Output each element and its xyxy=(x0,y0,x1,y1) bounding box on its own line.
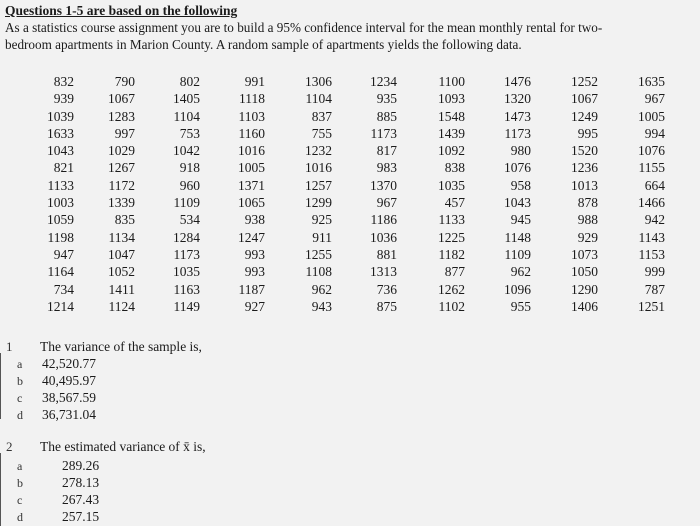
table-cell: 1405 xyxy=(173,91,200,107)
table-row xyxy=(30,125,665,142)
question-2-option-d-value: 257.15 xyxy=(62,509,100,524)
table-cell: 1236 xyxy=(571,160,598,176)
table-cell: 993 xyxy=(244,246,265,262)
question-1-option-a-letter: a xyxy=(17,357,23,371)
table-cell: 955 xyxy=(510,298,531,314)
table-cell: 534 xyxy=(179,212,200,228)
table-cell: 1252 xyxy=(571,74,598,89)
table-cell: 1035 xyxy=(173,264,200,280)
table-cell: 1108 xyxy=(305,264,332,280)
question-2-number: 2 xyxy=(6,439,13,454)
table-cell: 878 xyxy=(577,195,598,211)
table-cell: 1520 xyxy=(571,143,598,159)
question-1-text: The variance of the sample is, xyxy=(40,339,202,354)
table-cell: 1149 xyxy=(173,298,200,314)
table-cell: 1100 xyxy=(438,74,465,89)
table-cell: 1029 xyxy=(108,143,135,159)
table-cell: 1067 xyxy=(108,91,135,107)
table-row xyxy=(30,73,665,90)
table-cell: 991 xyxy=(244,74,265,89)
table-cell: 927 xyxy=(244,298,265,314)
table-cell: 1406 xyxy=(571,298,598,314)
table-row xyxy=(30,159,665,176)
table-cell: 1225 xyxy=(438,229,465,245)
intro-line-1: As a statistics course assignment you are to build a 95% confidence interval for the mean monthly rental for two- xyxy=(5,20,603,35)
table-cell: 821 xyxy=(53,160,74,176)
table-cell: 967 xyxy=(376,195,397,211)
table-cell: 1005 xyxy=(238,160,265,176)
table-cell: 1102 xyxy=(438,298,465,314)
table-row xyxy=(30,142,665,159)
table-cell: 1173 xyxy=(173,246,200,262)
table-cell: 790 xyxy=(114,74,135,89)
table-row xyxy=(30,246,665,263)
problem-header xyxy=(5,2,695,53)
question-1-option-d-letter: d xyxy=(17,408,23,422)
table-cell: 1050 xyxy=(571,264,598,280)
table-cell: 1153 xyxy=(638,246,665,262)
table-cell: 1118 xyxy=(239,91,265,107)
table-row xyxy=(30,281,665,298)
question-1-option-c-value: 38,567.59 xyxy=(42,390,96,405)
table-cell: 835 xyxy=(114,212,135,228)
question-1 xyxy=(0,339,700,422)
table-cell: 988 xyxy=(577,212,598,228)
table-cell: 947 xyxy=(53,246,74,262)
table-cell: 1284 xyxy=(173,229,200,245)
table-cell: 942 xyxy=(644,212,665,228)
table-cell: 1013 xyxy=(571,177,598,193)
table-cell: 1133 xyxy=(47,177,74,193)
table-cell: 1047 xyxy=(108,246,135,262)
table-cell: 1065 xyxy=(238,195,265,211)
table-cell: 1092 xyxy=(438,143,465,159)
table-cell: 945 xyxy=(510,212,531,228)
table-cell: 1016 xyxy=(305,160,332,176)
table-cell: 1182 xyxy=(438,246,465,262)
table-cell: 1173 xyxy=(504,125,531,141)
table-cell: 1548 xyxy=(438,108,465,124)
question-1-option-b-value: 40,495.97 xyxy=(42,373,96,388)
table-cell: 994 xyxy=(644,125,665,141)
table-cell: 1290 xyxy=(571,281,598,297)
table-cell: 837 xyxy=(311,108,332,124)
table-cell: 1076 xyxy=(504,160,531,176)
question-2-option-b-value: 278.13 xyxy=(62,475,100,490)
rental-data-table xyxy=(30,73,665,315)
question-1-margin-line xyxy=(0,353,1,419)
table-row xyxy=(30,211,665,228)
table-cell: 1134 xyxy=(108,229,135,245)
table-cell: 1267 xyxy=(108,160,135,176)
table-cell: 1370 xyxy=(370,177,397,193)
table-cell: 1371 xyxy=(238,177,265,193)
table-cell: 1299 xyxy=(305,195,332,211)
table-cell: 911 xyxy=(312,229,332,245)
table-cell: 1172 xyxy=(108,177,135,193)
table-cell: 1155 xyxy=(638,160,665,176)
question-1-option-d-value: 36,731.04 xyxy=(42,407,96,422)
table-cell: 802 xyxy=(179,74,200,89)
table-cell: 1186 xyxy=(370,212,397,228)
table-cell: 1160 xyxy=(238,125,265,141)
question-1-option-b-letter: b xyxy=(17,374,23,388)
table-cell: 1249 xyxy=(571,108,598,124)
table-cell: 1039 xyxy=(47,108,74,124)
table-cell: 1255 xyxy=(305,246,332,262)
question-2-option-b-letter: b xyxy=(17,476,23,490)
table-cell: 938 xyxy=(244,212,265,228)
table-cell: 999 xyxy=(644,264,665,280)
table-cell: 1214 xyxy=(47,298,74,314)
table-cell: 1103 xyxy=(238,108,265,124)
table-cell: 1473 xyxy=(504,108,531,124)
table-cell: 1306 xyxy=(305,74,332,89)
table-cell: 1313 xyxy=(370,264,397,280)
table-cell: 1339 xyxy=(108,195,135,211)
table-cell: 1173 xyxy=(370,125,397,141)
table-cell: 1247 xyxy=(238,229,265,245)
table-row xyxy=(30,177,665,194)
question-2-option-c-value: 267.43 xyxy=(62,492,100,507)
table-row xyxy=(30,108,665,125)
question-2-margin-line xyxy=(0,453,1,526)
table-cell: 1633 xyxy=(47,125,74,141)
table-cell: 1035 xyxy=(438,177,465,193)
table-cell: 1164 xyxy=(47,264,74,280)
table-cell: 993 xyxy=(244,264,265,280)
table-cell: 967 xyxy=(644,91,665,107)
table-cell: 1109 xyxy=(504,246,531,262)
table-cell: 1124 xyxy=(108,298,135,314)
table-cell: 929 xyxy=(577,229,598,245)
rental-data-body xyxy=(30,73,665,315)
table-cell: 734 xyxy=(53,281,74,297)
table-cell: 1036 xyxy=(370,229,397,245)
table-cell: 958 xyxy=(510,177,531,193)
table-cell: 457 xyxy=(444,195,465,211)
question-2-option-a-value: 289.26 xyxy=(62,458,100,473)
table-cell: 1096 xyxy=(504,281,531,297)
table-cell: 877 xyxy=(444,264,465,280)
table-cell: 1476 xyxy=(504,74,531,89)
table-cell: 997 xyxy=(114,125,135,141)
table-cell: 1052 xyxy=(108,264,135,280)
table-cell: 1148 xyxy=(504,229,531,245)
table-row xyxy=(30,263,665,280)
intro-line-2: bedroom apartments in Marion County. A random sample of apartments yields the following data. xyxy=(5,37,522,52)
table-cell: 1067 xyxy=(571,91,598,107)
table-cell: 832 xyxy=(53,74,74,89)
table-row xyxy=(30,194,665,211)
question-2-text: The estimated variance of x̄ is, xyxy=(40,439,206,454)
table-cell: 1232 xyxy=(305,143,332,159)
table-cell: 1003 xyxy=(47,195,74,211)
table-cell: 1143 xyxy=(638,229,665,245)
table-cell: 1076 xyxy=(638,143,665,159)
table-row xyxy=(30,90,665,107)
table-cell: 1320 xyxy=(504,91,531,107)
table-cell: 1104 xyxy=(173,108,200,124)
table-cell: 1043 xyxy=(504,195,531,211)
table-cell: 1059 xyxy=(47,212,74,228)
table-cell: 925 xyxy=(311,212,332,228)
table-cell: 885 xyxy=(376,108,397,124)
table-cell: 960 xyxy=(179,177,200,193)
table-cell: 935 xyxy=(376,91,397,107)
table-cell: 1635 xyxy=(638,74,665,89)
table-cell: 1262 xyxy=(438,281,465,297)
table-cell: 1163 xyxy=(173,281,200,297)
question-2-option-d-letter: d xyxy=(17,510,23,524)
table-cell: 983 xyxy=(376,160,397,176)
table-cell: 1439 xyxy=(438,125,465,141)
table-cell: 995 xyxy=(577,125,598,141)
table-row xyxy=(30,298,665,315)
table-cell: 881 xyxy=(376,246,397,262)
table-cell: 755 xyxy=(311,125,332,141)
table-row xyxy=(30,229,665,246)
table-cell: 1043 xyxy=(47,143,74,159)
table-cell: 939 xyxy=(53,91,74,107)
question-1-option-a-value: 42,520.77 xyxy=(42,356,96,371)
table-cell: 1234 xyxy=(370,74,397,89)
question-2 xyxy=(0,439,700,526)
table-cell: 980 xyxy=(510,143,531,159)
question-2-option-a-letter: a xyxy=(17,459,23,473)
table-cell: 1187 xyxy=(238,281,265,297)
table-cell: 787 xyxy=(644,281,665,297)
table-cell: 943 xyxy=(311,298,332,314)
table-cell: 664 xyxy=(644,177,665,193)
table-cell: 918 xyxy=(179,160,200,176)
table-cell: 962 xyxy=(510,264,531,280)
table-cell: 736 xyxy=(376,281,397,297)
table-cell: 1042 xyxy=(173,143,200,159)
table-cell: 1093 xyxy=(438,91,465,107)
table-cell: 1257 xyxy=(305,177,332,193)
table-cell: 1073 xyxy=(571,246,598,262)
table-cell: 1005 xyxy=(638,108,665,124)
table-cell: 1411 xyxy=(108,281,135,297)
table-cell: 1016 xyxy=(238,143,265,159)
table-cell: 1283 xyxy=(108,108,135,124)
table-cell: 817 xyxy=(376,143,397,159)
table-cell: 1251 xyxy=(638,298,665,314)
table-cell: 1133 xyxy=(438,212,465,228)
table-cell: 1198 xyxy=(47,229,74,245)
table-cell: 1104 xyxy=(305,91,332,107)
section-heading: Questions 1-5 are based on the following xyxy=(5,3,238,18)
question-1-option-c-letter: c xyxy=(17,391,23,405)
table-cell: 838 xyxy=(444,160,465,176)
table-cell: 1466 xyxy=(638,195,665,211)
table-cell: 875 xyxy=(376,298,397,314)
question-1-number: 1 xyxy=(6,339,13,354)
table-cell: 753 xyxy=(179,125,200,141)
table-cell: 1109 xyxy=(173,195,200,211)
table-cell: 962 xyxy=(311,281,332,297)
question-2-option-c-letter: c xyxy=(17,493,23,507)
